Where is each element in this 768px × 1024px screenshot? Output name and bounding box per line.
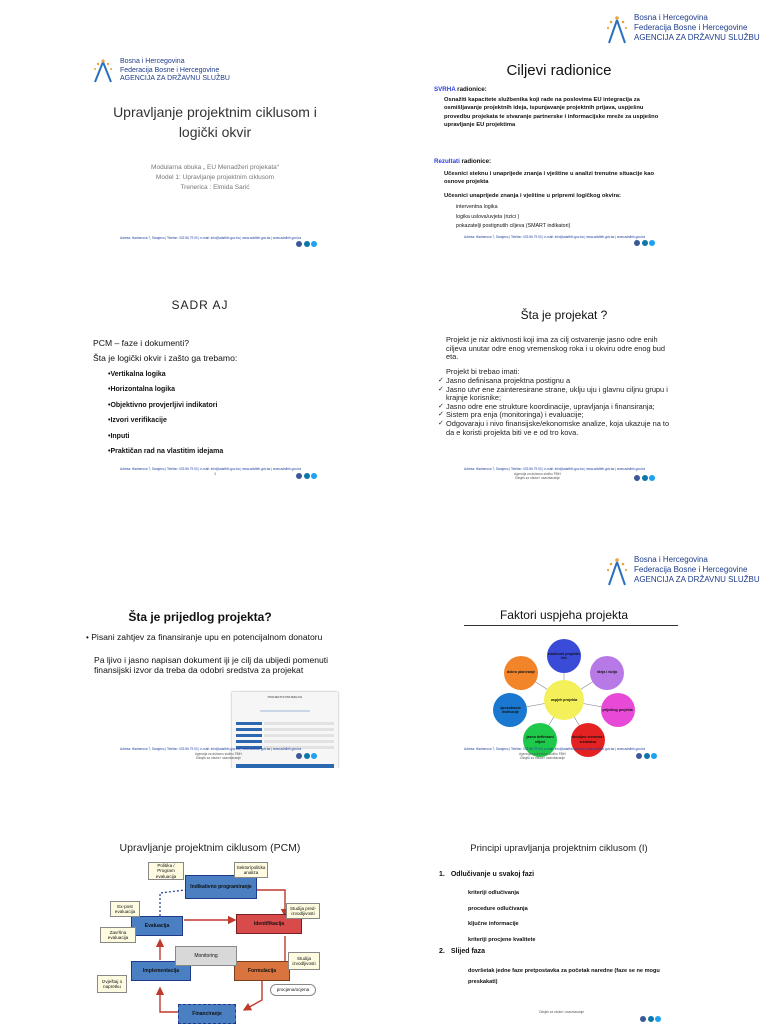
facebook-icon[interactable] [634,475,640,481]
slide-4-should: Projekt bi trebao imati: [446,367,520,376]
social-icons [296,241,317,247]
success-center: uspjeh projekta [544,680,584,720]
list-item: •Vertikalna logika [108,371,166,378]
footer-note-2: Odsjek za obuke i usavršavanje [195,756,241,760]
logo-line-2: Federacija Bosne i Hercegovine [634,23,748,32]
principle-1 [439,871,534,878]
note-ex-post: Ex-post evaluacija [110,901,140,917]
slide-8-footer-note [539,1010,584,1014]
svrha-label: SVRHA [434,86,456,93]
subtitle-line-2: Model 1: Upravljanje projektnim ciklusom [155,174,275,181]
sub-item: interventna logika [456,204,498,210]
slide-1 [0,0,384,256]
twitter-icon[interactable] [311,473,317,479]
social-icons [296,473,317,479]
svrha-heading [434,86,487,93]
twitter-icon[interactable] [649,475,655,481]
social-icons [296,753,317,759]
phase-evaluacija: Evaluacija [131,916,183,936]
slide-1-subtitle [110,163,320,193]
twitter-icon[interactable] [651,753,657,759]
slide-3-footer: Adresa: Hadnerova 7, Sarajevo | Telefon: 033 56 79 00 | e-mail: info@adsfbih.gov.ba | www.adsfbih.gov.ba | www.adsfbih.gov.ba [120,467,302,471]
principle-1-label: Odlučivanje u svakoj fazi [450,871,535,878]
principle-1-items [468,886,535,948]
linkedin-icon[interactable] [304,241,310,247]
slide-7 [0,768,384,1024]
logo-line-2: Federacija Bosne i Hercegovine [634,565,748,574]
agency-emblem-icon [606,557,628,583]
subtitle-line-1: Modularna obuka „ EU Menadžeri projekata“ [151,164,279,171]
twitter-icon[interactable] [649,240,655,246]
linkedin-icon[interactable] [642,475,648,481]
social-icons [634,240,655,246]
phase-financiranje: Financiranje [178,1004,236,1024]
rezultati-rest: radionice: [459,158,492,165]
slide-2-footer: Adresa: Hadnerova 7, Sarajevo | Telefon: 033 56 79 00 | e-mail: info@adsfbih.gov.ba | www.adsfbih.gov.ba | www.adsfbih.gov.ba [464,235,646,239]
footer-note-2: Odsjek za obuke i usavršavanje [519,756,565,760]
slide-4 [384,256,768,512]
logo-line-3: AGENCIJA ZA DRŽAVNU SLUŽBU [634,33,760,42]
principle-2-label: Slijed faza [450,948,486,955]
slide-6-footer: Adresa: Hadnerova 7, Sarajevo | Telefon: 033 56 79 00 | e-mail: info@adsfbih.gov.ba | www.adsfbih.gov.ba | www.adsfbih.gov.ba [464,747,646,751]
monitoring-box: Monitoring [175,946,237,966]
rezultat-1: Učesnici steknu i unaprijede znanja i vještine u analizi trenutne situacije kao osnove projekta [444,171,655,186]
slide-7-title: Upravljanje projektnim ciklusom (PCM) [119,842,301,854]
page-number: 3 [214,472,216,476]
subtitle-line-3: Trenerica : Elmida Sarić [180,184,250,191]
social-icons [636,753,657,759]
list-item: •Inputi [108,432,130,440]
rezultati-heading [434,158,491,165]
rezultat-2: Učesnici unaprijede znanja i vještine u pripremi logičkog okvira: [444,193,621,199]
slide-5-p1-text: Pisani zahtjev za finansiranje upu en potencijalnom donatoru [91,632,323,642]
slide-4-checklist [438,377,678,437]
logo-line-1: Bosna i Hercegovina [120,58,185,66]
facebook-icon[interactable] [640,1016,646,1022]
slide-4-title: Šta je projekat ? [520,308,608,322]
slide-6 [384,512,768,768]
footer-note-1: Agencija za državnu službu FBiH [519,752,566,756]
note-zavrsna: Završna evaluacija [100,927,136,943]
slide-3-list [108,367,223,459]
principle-2-item: dovršetak jedne faze pretpostavka za početak naredne (faze se ne mogu preskakati) [468,968,660,985]
note-procjena: procjena/ocjena [270,984,316,996]
agency-emblem-icon [606,15,628,41]
logo-line-3: AGENCIJA ZA DRŽAVNU SLUŽBU [634,575,760,584]
principle-item: procedure odlučivanja [468,905,528,912]
phase-formulacija: Formulacija [234,961,290,981]
slide-3-title: SADR AJ [171,298,229,312]
slide-5-title: Šta je prijedlog projekta? [128,610,272,624]
principle-1-number: 1. [439,871,445,878]
svrha-rest: radionice: [455,86,487,93]
slide-5-footer-note [195,752,242,760]
slide-4-footer: Adresa: Hadnerova 7, Sarajevo | Telefon: 033 56 79 00 | e-mail: info@adsfbih.gov.ba | www.adsfbih.gov.ba | www.adsfbih.gov.ba [464,467,646,471]
logo-line-1: Bosna i Hercegovina [634,555,708,564]
sub-item: logika uslova/uvjeta (rizici ) [456,213,520,220]
slide-1-title: Upravljanje projektnim ciklusom i logički okvir [113,104,317,140]
footer-note-1: Agencija za državnu službu FBiH [514,472,561,476]
title-underline [464,625,678,626]
note-sektor-politika: Sektor/politika analiza [234,862,268,878]
slide-1-footer: Adresa: Hadnerova 7, Sarajevo | Telefon: 033 56 79 00 | e-mail: info@adsfbih.gov.ba | www.adsfbih.gov.ba | www.adsfbih.gov.ba [120,236,302,240]
phase-indikativno-programiranje: Indikativno programiranje [185,875,257,899]
agency-logo [606,13,760,43]
slide-4-footer-note [514,472,561,480]
footer-note-1: Agencija za državnu službu FBiH [195,752,242,756]
success-factor-petal: ideja i vizija [590,656,624,690]
phase-implementacija: Implementacija [131,961,191,981]
checklist-item: ✓ Sistem pra enja (monitoringa) i evaluacije; [438,411,678,420]
success-factor-petal: prijedlog projekta [601,693,635,727]
list-item: •Objektivno provjerljivi indikatori [108,401,218,409]
slide-5-footer: Adresa: Hadnerova 7, Sarajevo | Telefon: 033 56 79 00 | e-mail: info@adsfbih.gov.ba | www.adsfbih.gov.ba | www.adsfbih.gov.ba [120,747,302,751]
success-factor-petal: dobro planiranje [504,656,538,690]
note-izvjestaj: Izvještaj o napretku [97,975,127,993]
bullet-icon: • [86,633,89,642]
slide-2-title: Ciljevi radionice [506,62,612,79]
note-politika-program: Politika / Program evaluacija [148,862,184,880]
slide-3-line-1: PCM – faze i dokumenti? [93,338,190,348]
footer-note-2: Odsjek za obuke i usavršavanje [539,1010,585,1014]
success-factor-petal: dovoljno vremena i sredstava [571,723,605,757]
social-icons [634,475,655,481]
list-item: •Praktičan rad na vlastitim idejama [108,448,224,456]
principle-2-number: 2. [439,948,445,955]
principle-item: kriteriji odlučivanja [468,890,519,896]
linkedin-icon[interactable] [642,240,648,246]
twitter-icon[interactable] [655,1016,661,1022]
facebook-icon[interactable] [636,753,642,759]
success-factors-petals [464,635,664,765]
slide-5 [0,512,384,768]
facebook-icon[interactable] [296,241,302,247]
principle-item: kriteriji procjene kvalitete [468,936,536,943]
logo-line-3: AGENCIJA ZA DRŽAVNU SLUŽBU [120,75,230,83]
principle-2 [439,948,485,955]
svrha-text: Osnažiti kapacitete službenika koji rade na poslovima EU integracija za osmišljavanje projektnih ideja, ispunjavanje projektnih prijava, uspješnu provedbu projekata te stvaranje partnerske i informacijske mreže za uspješno upravljanje EU projektima [444,97,659,128]
checklist-item: ✓ Jasno utvr ene zainteresirane strane, uklju uju i glavnu ciljnu grupu i krajnje korisnike; [438,386,678,403]
agency-emblem-icon [92,58,114,84]
slide-6-footer-note [519,752,566,760]
facebook-icon[interactable] [634,240,640,246]
sub-item: pokazatelji postignutih ciljeva (SMART indikatori) [456,223,571,229]
slide-5-p1 [86,632,346,643]
list-item: •Horizontalna logika [108,386,176,394]
slide-2 [384,0,768,256]
success-factor-petal: jasno definisani ciljevi [523,723,557,757]
success-factor-petal: strukturni projektni tim [547,639,581,673]
checklist-item: ✓ Odgovaraju i nivo finansijske/ekonomske analize, koja ukazuje na to da e koristi projekta biti ve e od tro kova. [438,420,678,437]
facebook-icon[interactable] [296,753,302,759]
linkedin-icon[interactable] [304,473,310,479]
proposal-document-image [232,692,338,768]
linkedin-icon[interactable] [648,1016,654,1022]
success-factor-petal: sposobnost institucije [493,693,527,727]
slide-8-title: Principi upravljanja projektnim ciklusom (I) [470,843,648,854]
rezultati-label: Rezultati [434,158,460,165]
slide-3 [0,256,384,512]
document-form-graphic [232,698,338,768]
phase-identifikacija: Identifikacija [236,914,302,934]
list-item: •Izvori verifikacije [108,417,167,425]
slide-6-title: Faktori uspjeha projekta [499,608,629,622]
social-icons [640,1016,661,1022]
footer-note-2: Odsjek za obuke i usavršavanje [514,476,560,480]
slide-8 [384,768,768,1024]
agency-logo [92,58,230,84]
slide-3-line-2: Šta je logički okvir i zašto ga trebamo: [93,353,238,363]
agency-logo [606,555,760,585]
facebook-icon[interactable] [296,473,302,479]
linkedin-icon[interactable] [304,753,310,759]
checklist-item: ✓ Jasno odre ene strukture koordinacije, upravljanja i finansiranja; [438,403,678,412]
linkedin-icon[interactable] [644,753,650,759]
note-pred-izvodljivost: Studija pred-izvodljivosti [286,903,320,919]
rezultat-2-subitems [456,203,570,232]
slide-5-p2: Pa ljivo i jasno napisan dokument iji je cilj da ubijedi pomenuti finansijski izvor da treba da odobri sredstva za projekat [94,655,329,675]
principle-item: ključne informacije [468,921,519,927]
document-title: PROJEKTNI PRIJEDLOG [267,695,303,699]
twitter-icon[interactable] [311,241,317,247]
checklist-item: ✓ Jasno definisana projektna postignu a [438,377,678,386]
twitter-icon[interactable] [311,753,317,759]
slide-4-intro: Projekt je niz aktivnosti koji ima za cilj ostvarenje jasno odre enih ciljeva unutar odre enog vremenskog roka i u okviru odre enog bud eta. [446,335,665,362]
note-izvodljivost: Studija izvodljivosti [288,952,320,970]
logo-line-2: Federacija Bosne i Hercegovine [120,66,220,74]
logo-line-1: Bosna i Hercegovina [634,13,708,22]
